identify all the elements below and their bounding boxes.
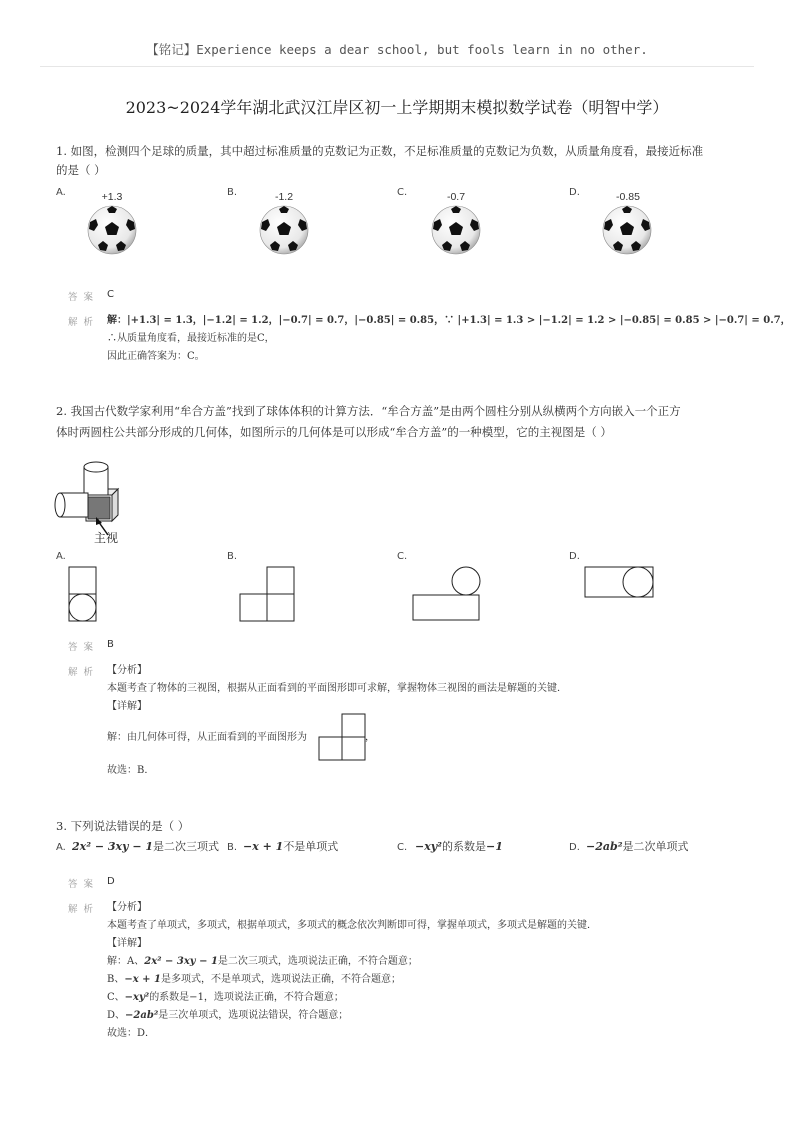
- q3-option-c[interactable]: [415, 838, 503, 854]
- q3-option-d-text: 是二次单项式: [622, 840, 689, 853]
- q3-detail-c-expr: −xy²: [124, 992, 150, 1003]
- q2-fenxi-heading: 【分析】: [107, 665, 147, 676]
- q3-option-b[interactable]: [243, 838, 338, 854]
- q3-detail-a-post: 是二次三项式，选项说法正确，不符合题意；: [217, 956, 418, 967]
- header-divider: [40, 66, 754, 67]
- q1-answer: C: [107, 289, 114, 300]
- soccer-ball-icon-a: [86, 204, 138, 256]
- q3-option-b-letter[interactable]: B.: [227, 842, 238, 853]
- q2-xiangjie-heading: 【详解】: [107, 701, 147, 712]
- q1-option-c-letter[interactable]: C.: [397, 187, 408, 198]
- soccer-ball-icon-b: [258, 204, 310, 256]
- q1-stem-line2: 的是（ ）: [56, 163, 106, 177]
- q1-option-d-letter[interactable]: D.: [569, 187, 580, 198]
- q3-answer: D: [107, 876, 115, 887]
- q2-option-b-letter[interactable]: B.: [227, 551, 238, 562]
- q3-option-a-expr: 2x² − 3xy − 1: [72, 840, 154, 853]
- q1-solution-line3: 因此正确答案为：C。: [107, 351, 205, 362]
- q3-detail-d-pre: D、: [107, 1010, 126, 1021]
- q3-detail-line-c: [107, 989, 344, 1007]
- q1-option-a-value: +1.3: [101, 191, 123, 203]
- q3-option-d-letter[interactable]: D.: [569, 842, 580, 853]
- q3-xiangjie-heading: 【详解】: [107, 938, 147, 949]
- q1-option-b-letter[interactable]: B.: [227, 187, 238, 198]
- q2-option-d-letter[interactable]: D.: [569, 551, 580, 562]
- q1-option-c-value: -0.7: [446, 191, 466, 203]
- q2-figure-label: 主视: [94, 531, 119, 545]
- q3-analysis-label: 解析: [68, 904, 100, 915]
- q2-option-c-figure: [410, 565, 482, 625]
- q2-answer-label: 答案: [68, 642, 100, 653]
- q3-option-c-expr2: −1: [485, 840, 503, 853]
- q3-detail-d-post: 是三次单项式，选项说法错误，符合题意；: [158, 1010, 349, 1021]
- q3-choose: 故选：D．: [107, 1028, 156, 1039]
- q1-option-d-value: -0.85: [616, 191, 640, 203]
- q2-option-d-figure: [582, 565, 656, 605]
- q3-option-a[interactable]: [72, 838, 219, 854]
- q1-solution-line2: ∴从质量角度看，最接近标准的是C，: [107, 333, 275, 344]
- q2-stem-line1: 2. 我国古代数学家利用“牟合方盖”找到了球体体积的计算方法．“牟合方盖”是由两个圆柱分别从纵横两个方向嵌入一个正方: [56, 404, 681, 418]
- q3-fenxi-text: 本题考查了单项式，多项式，根据单项式，多项式的概念依次判断即可得，掌握单项式，多项式是解题的关键．: [107, 920, 597, 931]
- soccer-ball-icon-c: [430, 204, 482, 256]
- q2-analysis-label: 解析: [68, 667, 100, 678]
- q1-option-b-value: -1.2: [274, 191, 294, 203]
- q1-analysis-label: 解析: [68, 317, 100, 328]
- q2-solution-figure: [317, 712, 369, 764]
- q2-option-b-figure: [238, 565, 298, 625]
- q3-detail-line-a: [107, 953, 418, 971]
- q3-option-a-text: 是二次三项式: [153, 840, 220, 853]
- q3-option-c-text: 的系数是: [441, 840, 486, 853]
- soccer-ball-icon-d: [601, 204, 653, 256]
- q2-fenxi-text: 本题考查了物体的三视图，根据从正面看到的平面图形即可求解，掌握物体三视图的画法是解题的关键．: [107, 683, 567, 694]
- q1-solution-line1: 解：|+1.3| = 1.3，|−1.2| = 1.2，|−0.7| = 0.7，|−0.85| = 0.85，∵ |+1.3| = 1.3 > |−1.2| = 1.2 > |−0.85| = 0.85 > |−0.7| = 0.7，: [107, 315, 791, 326]
- q1-option-a-letter[interactable]: A.: [56, 187, 66, 198]
- q2-answer: B: [107, 639, 114, 650]
- q2-option-a-letter[interactable]: A.: [56, 551, 66, 562]
- q2-choose: 故选：B．: [107, 765, 155, 776]
- q3-detail-a-pre: 解：A、: [107, 956, 145, 967]
- q3-detail-a-expr: 2x² − 3xy − 1: [144, 956, 218, 967]
- q2-stem-line2: 体时两圆柱公共部分形成的几何体，如图所示的几何体是可以形成“牟合方盖”的一种模型，它的主视图是（ ）: [56, 425, 612, 439]
- q3-fenxi-heading: 【分析】: [107, 902, 147, 913]
- q2-option-c-letter[interactable]: C.: [397, 551, 408, 562]
- q3-detail-line-d: [107, 1007, 348, 1025]
- q3-stem: 3. 下列说法错误的是（ ）: [56, 819, 190, 833]
- q3-detail-b-pre: B、: [107, 974, 125, 985]
- motto: 【铭记】Experience keeps a dear school, but fools learn in no other.: [146, 42, 648, 57]
- q3-detail-c-post: 的系数是−1，选项说法正确，不符合题意；: [149, 992, 344, 1003]
- q3-detail-c-pre: C、: [107, 992, 125, 1003]
- q2-solution-line1-end: ，: [365, 732, 375, 743]
- q3-option-d[interactable]: [586, 838, 689, 854]
- q3-option-d-expr: −2ab²: [586, 840, 623, 853]
- q3-detail-line-b: [107, 971, 401, 989]
- q3-option-c-expr: −xy²: [415, 840, 442, 853]
- q3-answer-label: 答案: [68, 879, 100, 890]
- q2-option-a-figure: [66, 565, 106, 625]
- q3-detail-b-expr: −x + 1: [124, 974, 161, 985]
- q2-solution-line1: 解：由几何体可得，从正面看到的平面图形为: [107, 732, 307, 743]
- q3-option-b-expr: −x + 1: [243, 840, 284, 853]
- page-title: 2023~2024学年湖北武汉江岸区初一上学期期末模拟数学试卷（明智中学）: [125, 98, 669, 117]
- q3-option-a-letter[interactable]: A.: [56, 842, 66, 853]
- q3-detail-b-post: 是多项式，不是单项式，选项说法正确，不符合题意；: [161, 974, 401, 985]
- q1-answer-label: 答案: [68, 292, 100, 303]
- q3-detail-d-expr: −2ab²: [125, 1010, 159, 1021]
- q3-option-b-text: 不是单项式: [283, 840, 339, 853]
- q3-option-c-letter[interactable]: C.: [397, 842, 408, 853]
- q1-stem-line1: 1. 如图，检测四个足球的质量，其中超过标准质量的克数记为正数，不足标准质量的克数记为负数，从质量角度看，最接近标准: [56, 144, 704, 158]
